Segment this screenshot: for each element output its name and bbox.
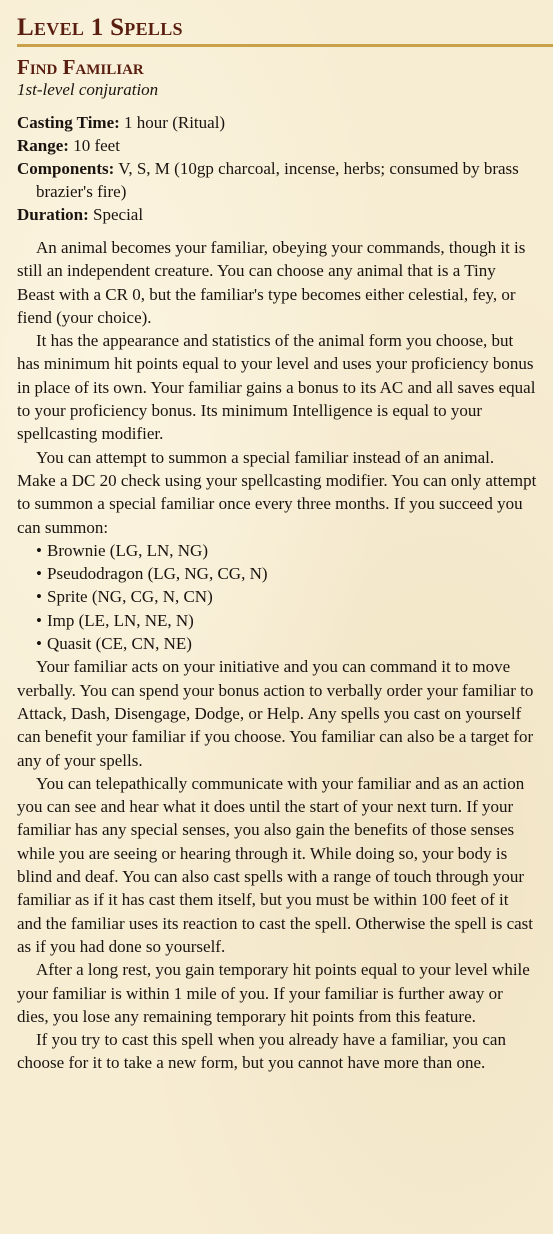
list-item-text: Brownie (LG, LN, NG) [47, 540, 208, 560]
casting-time-label: Casting Time: [17, 113, 120, 132]
list-item [36, 539, 537, 562]
description-paragraph: An animal becomes your familiar, obeying your commands, though it is still an independent creature. You can choose any animal that is a Tiny Beast with a CR 0, but the familiar's type becomes either celestial, fey, or fiend (your choice). [17, 238, 526, 327]
description-paragraph: If you try to cast this spell when you already have a familiar, you can choose for it to take a new form, but you cannot have more than one. [17, 1030, 506, 1073]
duration-value: Special [93, 205, 144, 224]
list-item [36, 562, 537, 585]
bullet-icon: • [36, 610, 42, 630]
list-item-text: Sprite (NG, CG, N, CN) [47, 587, 213, 607]
duration-label: Duration: [17, 205, 89, 224]
casting-time-row [17, 111, 537, 134]
description-paragraph: It has the appearance and statistics of the animal form you choose, but has minimum hit points equal to your level and uses your proficiency bonus in place of its own. Your familiar gains a bonus to its AC and all saves equal to your proficiency bonus. Its minimum Intelligence is equal to your spellcasting modifier. [17, 331, 536, 444]
range-label: Range: [17, 136, 69, 155]
description-paragraph: You can attempt to summon a special familiar instead of an animal. Make a DC 20 check using your spellcasting modifier. You can only attempt to summon a special familiar once every three months. If you succeed you can summon: [17, 447, 537, 537]
components-label: Components: [17, 159, 115, 178]
spell-school: 1st-level conjuration [17, 80, 159, 99]
spell-description [17, 236, 537, 1075]
special-familiar-list [17, 539, 537, 655]
description-paragraph: You can telepathically communicate with your familiar and as an action you can see and hear what it does until the start of your next turn. If your familiar has any special senses, you also gain the benefits of those senses while you are seeing or hearing through it. While doing so, your body is blind and deaf. You can also cast spells with a range of touch through your familiar as if it has cast them itself, but you must be within 100 feet of it and the familiar uses its reaction to cast the spell. Otherwise the spell is cast as if you had done so yourself. [17, 773, 533, 956]
title-divider [17, 44, 553, 47]
list-item [36, 585, 537, 608]
spell-name: Find Familiar [17, 55, 144, 79]
duration-row [17, 203, 537, 226]
components-value: V, S, M (10gp charcoal, incense, herbs; consumed by brass brazier's fire) [36, 159, 519, 201]
range-row [17, 134, 537, 157]
description-paragraph: Your familiar acts on your initiative and you can command it to move verbally. You can spend your bonus action to verbally order your familiar to Attack, Dash, Disengage, Dodge, or Help. Any spells you cast on yourself can benefit your familiar if you choose. You familiar can also be a target for any of your spells. [17, 657, 534, 770]
list-item [36, 609, 537, 632]
description-paragraph: After a long rest, you gain temporary hit points equal to your level while your familiar is within 1 mile of you. If your familiar is further away or dies, you lose any remaining temporary hit points from this feature. [17, 960, 530, 1026]
components-row [17, 157, 537, 203]
bullet-icon: • [36, 587, 42, 607]
list-item [36, 632, 537, 655]
bullet-icon: • [36, 634, 42, 654]
bullet-icon: • [36, 564, 42, 584]
list-item-text: Imp (LE, LN, NE, N) [47, 610, 194, 630]
list-item-text: Pseudodragon (LG, NG, CG, N) [47, 564, 268, 584]
section-title: Level 1 Spells [17, 14, 183, 41]
list-item-text: Quasit (CE, CN, NE) [47, 634, 192, 654]
casting-time-value: 1 hour (Ritual) [124, 113, 226, 132]
range-value: 10 feet [73, 136, 120, 155]
bullet-icon: • [36, 540, 42, 560]
